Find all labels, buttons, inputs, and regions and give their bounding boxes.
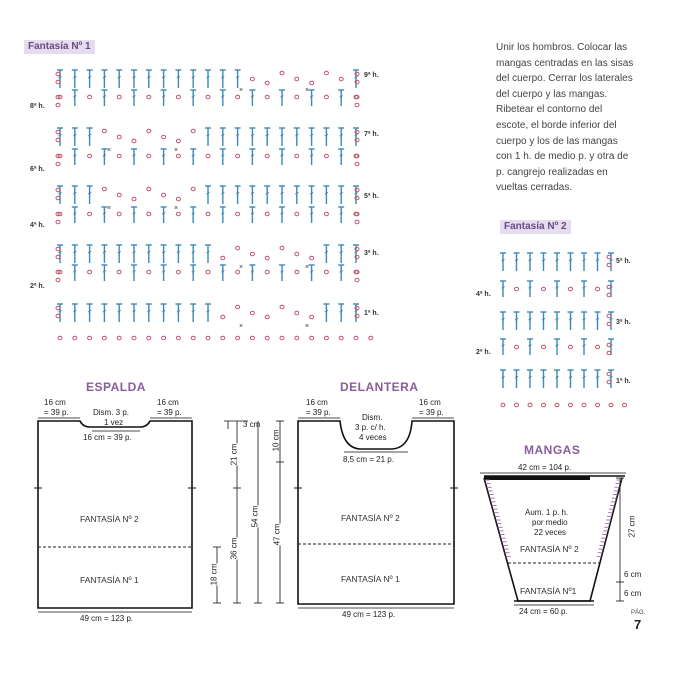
delantera-shoulder-left-pts: = 39 p. <box>306 408 331 417</box>
fantasia2-row-label: 5ª h. <box>616 258 631 265</box>
height-54cm: 54 cm <box>250 505 260 528</box>
mangas-bottom: 24 cm = 60 p. <box>519 607 568 616</box>
fantasia1-row-label: 2ª h. <box>30 283 45 290</box>
slip-stitch-symbol: × <box>238 87 244 94</box>
delantera-shoulder-right: 16 cm <box>419 398 441 407</box>
espalda-neck: 16 cm = 39 p. <box>83 433 132 442</box>
delantera-fantasia1: FANTASÍA Nº 1 <box>341 574 400 584</box>
espalda-dism-1: Dism. 3 p. <box>93 408 130 417</box>
delantera-shoulder-left: 16 cm <box>306 398 328 407</box>
fantasia1-row-label: 9ª h. <box>364 72 379 79</box>
height-10cm: 10 cm <box>271 429 281 452</box>
instruction-line: del cuerpo y las mangas. <box>496 88 608 100</box>
slip-stitch-symbol: × <box>173 147 179 154</box>
delantera-dism-2: 3 p. c/ h. <box>355 423 386 432</box>
mangas-top: 42 cm = 104 p. <box>518 463 572 472</box>
fantasia2-row-label: 1ª h. <box>616 378 631 385</box>
espalda-shoulder-right-pts: = 39 p. <box>157 408 182 417</box>
instruction-line: vueltas cerradas. <box>496 182 573 194</box>
slip-stitch-symbol: × <box>304 87 310 94</box>
delantera-dism-3: 4 veces <box>359 433 387 442</box>
espalda-shoulder-left-pts: = 39 p. <box>44 408 69 417</box>
delantera-fantasia2: FANTASÍA Nº 2 <box>341 513 400 523</box>
instruction-line: mangas centradas en las sisas <box>496 57 634 69</box>
mangas-6cm-a: 6 cm <box>624 570 642 579</box>
mangas-fantasia1: FANTASÍA Nº1 <box>520 586 577 596</box>
instruction-line: con 1 h. de medio p. y otra de <box>496 151 629 163</box>
mangas-fantasia2: FANTASÍA Nº 2 <box>520 544 579 554</box>
fantasia1-row-label: 3ª h. <box>364 250 379 257</box>
espalda-dism-2: 1 vez <box>104 418 124 427</box>
page-label: PÁG. <box>631 610 646 616</box>
espalda-fantasia2: FANTASÍA Nº 2 <box>80 514 139 524</box>
slip-stitch-symbol: × <box>304 323 310 330</box>
mangas-aum-1: Aum. 1 p. h. <box>525 508 569 517</box>
height-3cm: 3 cm <box>243 420 261 429</box>
mangas-aum-3: 22 veces <box>534 528 567 537</box>
slip-stitch-symbol: × <box>173 205 179 212</box>
fantasia1-row-label: 4ª h. <box>30 222 45 229</box>
mangas-aum-2: por medio <box>532 518 568 527</box>
fantasia1-row-label: 7ª h. <box>364 131 379 138</box>
fantasia1-row-label: 8ª h. <box>30 103 45 110</box>
fantasia2-row-label: 2ª h. <box>476 349 491 356</box>
delantera-title: DELANTERA <box>340 380 419 394</box>
instruction-line: Unir los hombros. Colocar las <box>496 42 628 53</box>
delantera-shoulder-right-pts: = 39 p. <box>419 408 444 417</box>
fantasia1-row-label: 6ª h. <box>30 166 45 173</box>
instruction-line: p. cangrejo realizadas en <box>496 166 608 178</box>
slip-stitch-symbol: × <box>106 147 112 154</box>
height-21cm: 21 cm <box>229 443 239 466</box>
mangas-title: MANGAS <box>524 443 581 457</box>
espalda-shoulder-left: 16 cm <box>44 398 66 407</box>
fantasia1-row-label: 5ª h. <box>364 193 379 200</box>
delantera-dism-1: Dism. <box>362 413 383 422</box>
mangas-27cm: 27 cm <box>627 515 637 538</box>
height-36cm: 36 cm <box>229 537 239 560</box>
espalda-title: ESPALDA <box>86 380 146 394</box>
fantasia2-label: Fantasía Nº 2 <box>500 220 571 234</box>
height-18cm: 18 cm <box>209 563 219 586</box>
slip-stitch-symbol: × <box>238 323 244 330</box>
espalda-bottom: 49 cm = 123 p. <box>80 614 134 623</box>
fantasia1-row-label: 1ª h. <box>364 310 379 317</box>
height-47cm: 47 cm <box>272 523 282 546</box>
instruction-line: Ribetear el contorno del <box>496 104 603 116</box>
mangas-6cm-b: 6 cm <box>624 589 642 598</box>
fantasia2-row-label: 3ª h. <box>616 319 631 326</box>
delantera-neck: 8,5 cm = 21 p. <box>343 455 394 464</box>
slip-stitch-symbol: × <box>106 205 112 212</box>
slip-stitch-symbol: × <box>304 264 310 271</box>
delantera-bottom: 49 cm = 123 p. <box>342 610 396 619</box>
page-number: 7 <box>634 617 642 632</box>
fantasia1-label: Fantasía Nº 1 <box>24 40 95 54</box>
instruction-line: del cuerpo. Cerrar los laterales <box>496 73 633 85</box>
espalda-shoulder-right: 16 cm <box>157 398 179 407</box>
fantasia2-row-label: 4ª h. <box>476 291 491 298</box>
slip-stitch-symbol: × <box>238 264 244 271</box>
instruction-line: escote, el borde inferior del <box>496 119 617 131</box>
instruction-line: cuerpo y los de las mangas <box>496 135 618 147</box>
espalda-fantasia1: FANTASÍA Nº 1 <box>80 575 139 585</box>
